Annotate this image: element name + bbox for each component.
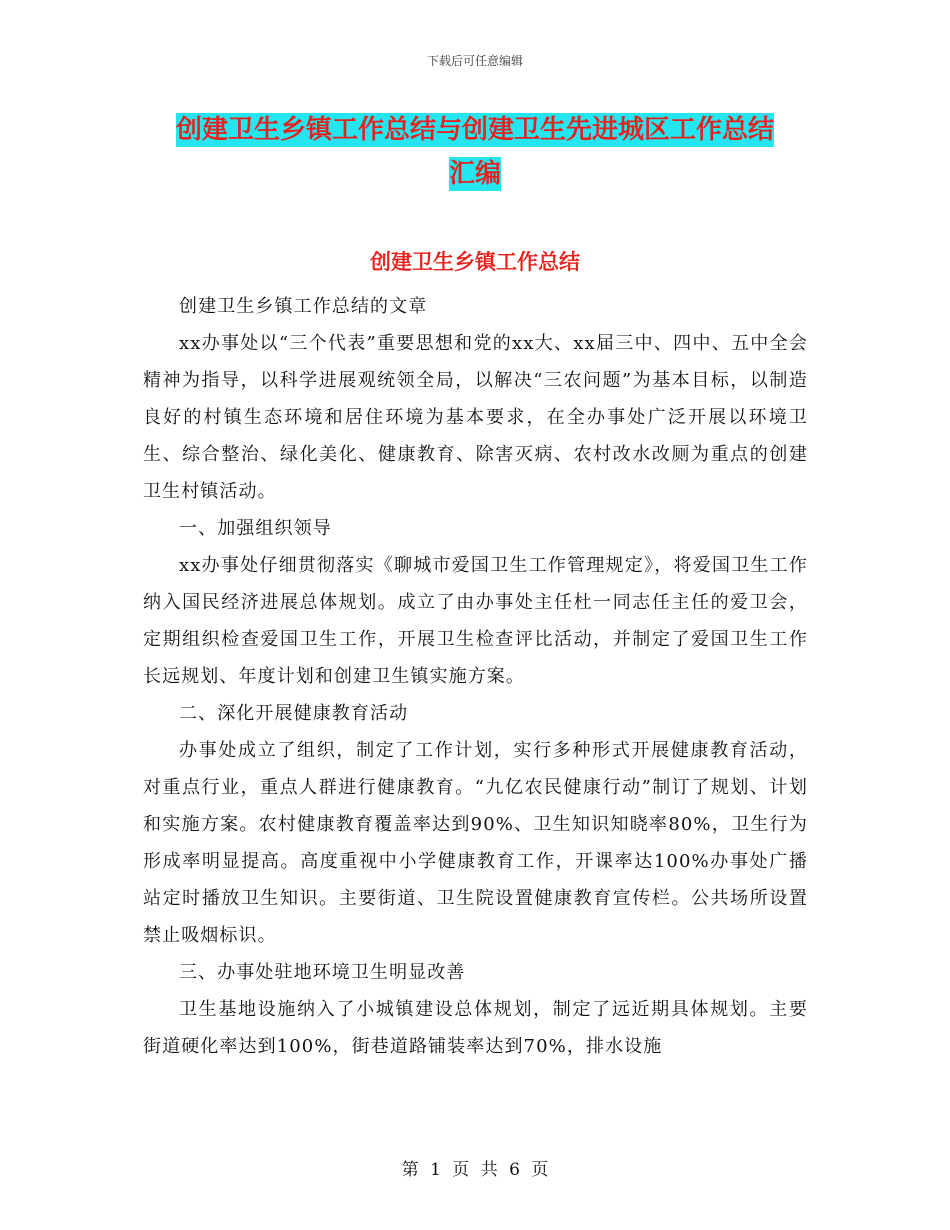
paragraph-organization: xx办事处仔细贯彻落实《聊城市爱国卫生工作管理规定》，将爱国卫生工作纳入国民经济进展总体规划。成立了由办事处主任杜一同志任主任的爱卫会，定期组织检查爱国卫生工作，开展卫生检查评比活动，并制定了爱国卫生工作长远规划、年度计划和创建卫生镇实施方案。: [143, 555, 808, 687]
paragraph-intro: xx办事处以“三个代表”重要思想和党的xx大、xx届三中、四中、五中全会精神为指导，以科学进展观统领全局，以解决“三农问题”为基本目标，以制造良好的村镇生态环境和居住环境为基本要求，在全办事处广泛开展以环境卫生、综合整治、绿化美化、健康教育、除害灭病、农村改水改厕为重点的创建卫生村镇活动。: [143, 333, 808, 502]
section-title: 创建卫生乡镇工作总结: [370, 250, 580, 274]
paragraph-environment: 卫生基地设施纳入了小城镇建设总体规划，制定了远近期具体规划。主要街道硬化率达到100%，街巷道路铺装率达到70%，排水设施: [143, 999, 808, 1057]
document-title-line-1: 创建卫生乡镇工作总结与创建卫生先进城区工作总结: [175, 115, 774, 145]
paragraph-heading-2: 二、深化开展健康教育活动: [179, 703, 409, 724]
document-title-line-2: 汇编: [448, 159, 501, 189]
document-title: [140, 108, 810, 196]
page-number: 第 1 页 共 6 页: [401, 1160, 549, 1180]
document-body: [143, 288, 808, 1065]
paragraph-article-heading: 创建卫生乡镇工作总结的文章: [179, 296, 428, 317]
paragraph-heading-3: 三、办事处驻地环境卫生明显改善: [179, 962, 466, 983]
page-header-note: 下载后可任意编辑: [426, 54, 523, 68]
paragraph-health-education: 办事处成立了组织，制定了工作计划，实行多种形式开展健康教育活动，对重点行业，重点人群进行健康教育。“九亿农民健康行动”制订了规划、计划和实施方案。农村健康教育覆盖率达到90%、卫生知识知晓率80%，卫生行为形成率明显提高。高度重视中小学健康教育工作，开课率达100%办事处广播站定时播放卫生知识。主要街道、卫生院设置健康教育宣传栏。公共场所设置禁止吸烟标识。: [143, 740, 808, 946]
paragraph-heading-1: 一、加强组织领导: [179, 518, 332, 539]
